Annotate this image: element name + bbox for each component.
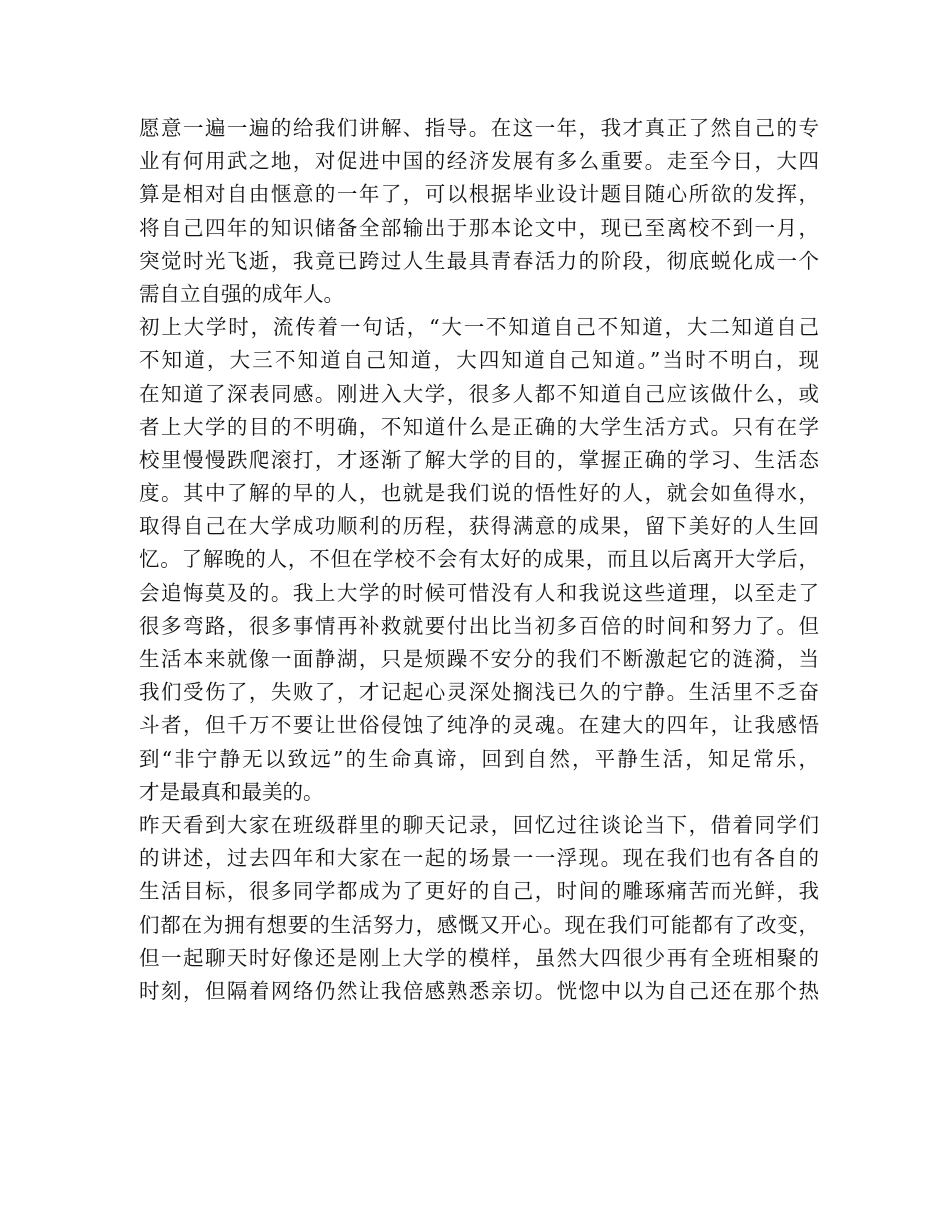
- text-line: 会追悔莫及的。我上大学的时候可惜没有人和我说这些道理，以至走了: [139, 580, 819, 605]
- text-line: 到“非宁静无以致远”的生命真谛，回到自然，平静生活，知足常乐，: [139, 746, 819, 771]
- text-line: 斗者，但千万不要让世俗侵蚀了纯净的灵魂。在建大的四年，让我感悟: [139, 713, 819, 738]
- text-line: 生活目标，很多同学都成为了更好的自己，时间的雕琢痛苦而光鲜，我: [139, 879, 819, 904]
- text-line: 我们受伤了，失败了，才记起心灵深处搁浅已久的宁静。生活里不乏奋: [139, 680, 819, 705]
- text-line: 昨天看到大家在班级群里的聊天记录，回忆过往谈论当下，借着同学们: [139, 812, 819, 837]
- text-line: 才是最真和最美的。: [139, 779, 324, 804]
- text-line: 业有何用武之地，对促进中国的经济发展有多么重要。走至今日，大四: [139, 149, 819, 174]
- text-line: 需自立自强的成年人。: [139, 281, 344, 306]
- text-line: 度。其中了解的早的人，也就是我们说的悟性好的人，就会如鱼得水，: [139, 481, 819, 506]
- text-line: 们都在为拥有想要的生活努力，感慨又开心。现在我们可能都有了改变，: [139, 912, 819, 937]
- text-line: 校里慢慢跌爬滚打，才逐渐了解大学的目的，掌握正确的学习、生活态: [139, 447, 819, 472]
- text-line: 的讲述，过去四年和大家在一起的场景一一浮现。现在我们也有各自的: [139, 846, 819, 871]
- text-line: 者上大学的目的不明确，不知道什么是正确的大学生活方式。只有在学: [139, 414, 819, 439]
- text-line: 生活本来就像一面静湖，只是烦躁不安分的我们不断激起它的涟漪，当: [139, 647, 819, 671]
- text-line: 取得自己在大学成功顺利的历程，获得满意的成果，留下美好的人生回: [139, 514, 819, 539]
- text-line: 但一起聊天时好像还是刚上大学的模样，虽然大四很少再有全班相聚的: [139, 945, 819, 970]
- text-line: 算是相对自由惬意的一年了，可以根据毕业设计题目随心所欲的发挥，: [139, 182, 819, 207]
- text-line: 将自己四年的知识储备全部输出于那本论文中，现已至离校不到一月，: [139, 215, 819, 240]
- body-text: [139, 112, 819, 1008]
- text-line: 愿意一遍一遍的给我们讲解、指导。在这一年，我才真正了然自己的专: [139, 116, 819, 140]
- text-line: 忆。了解晚的人，不但在学校不会有太好的成果，而且以后离开大学后，: [139, 547, 819, 572]
- text-line: 时刻，但隔着网络仍然让我倍感熟悉亲切。恍惚中以为自己还在那个热: [139, 978, 819, 1003]
- text-line: 在知道了深表同感。刚进入大学，很多人都不知道自己应该做什么，或: [139, 381, 819, 406]
- text-line: 很多弯路，很多事情再补救就要付出比当初多百倍的时间和努力了。但: [139, 613, 819, 638]
- text-line: 突觉时光飞逝，我竟已跨过人生最具青春活力的阶段，彻底蜕化成一个: [139, 248, 819, 273]
- text-line: 不知道，大三不知道自己知道，大四知道自己知道。”当时不明白，现: [139, 348, 819, 373]
- text-line: 初上大学时，流传着一句话，“大一不知道自己不知道，大二知道自己: [139, 315, 819, 340]
